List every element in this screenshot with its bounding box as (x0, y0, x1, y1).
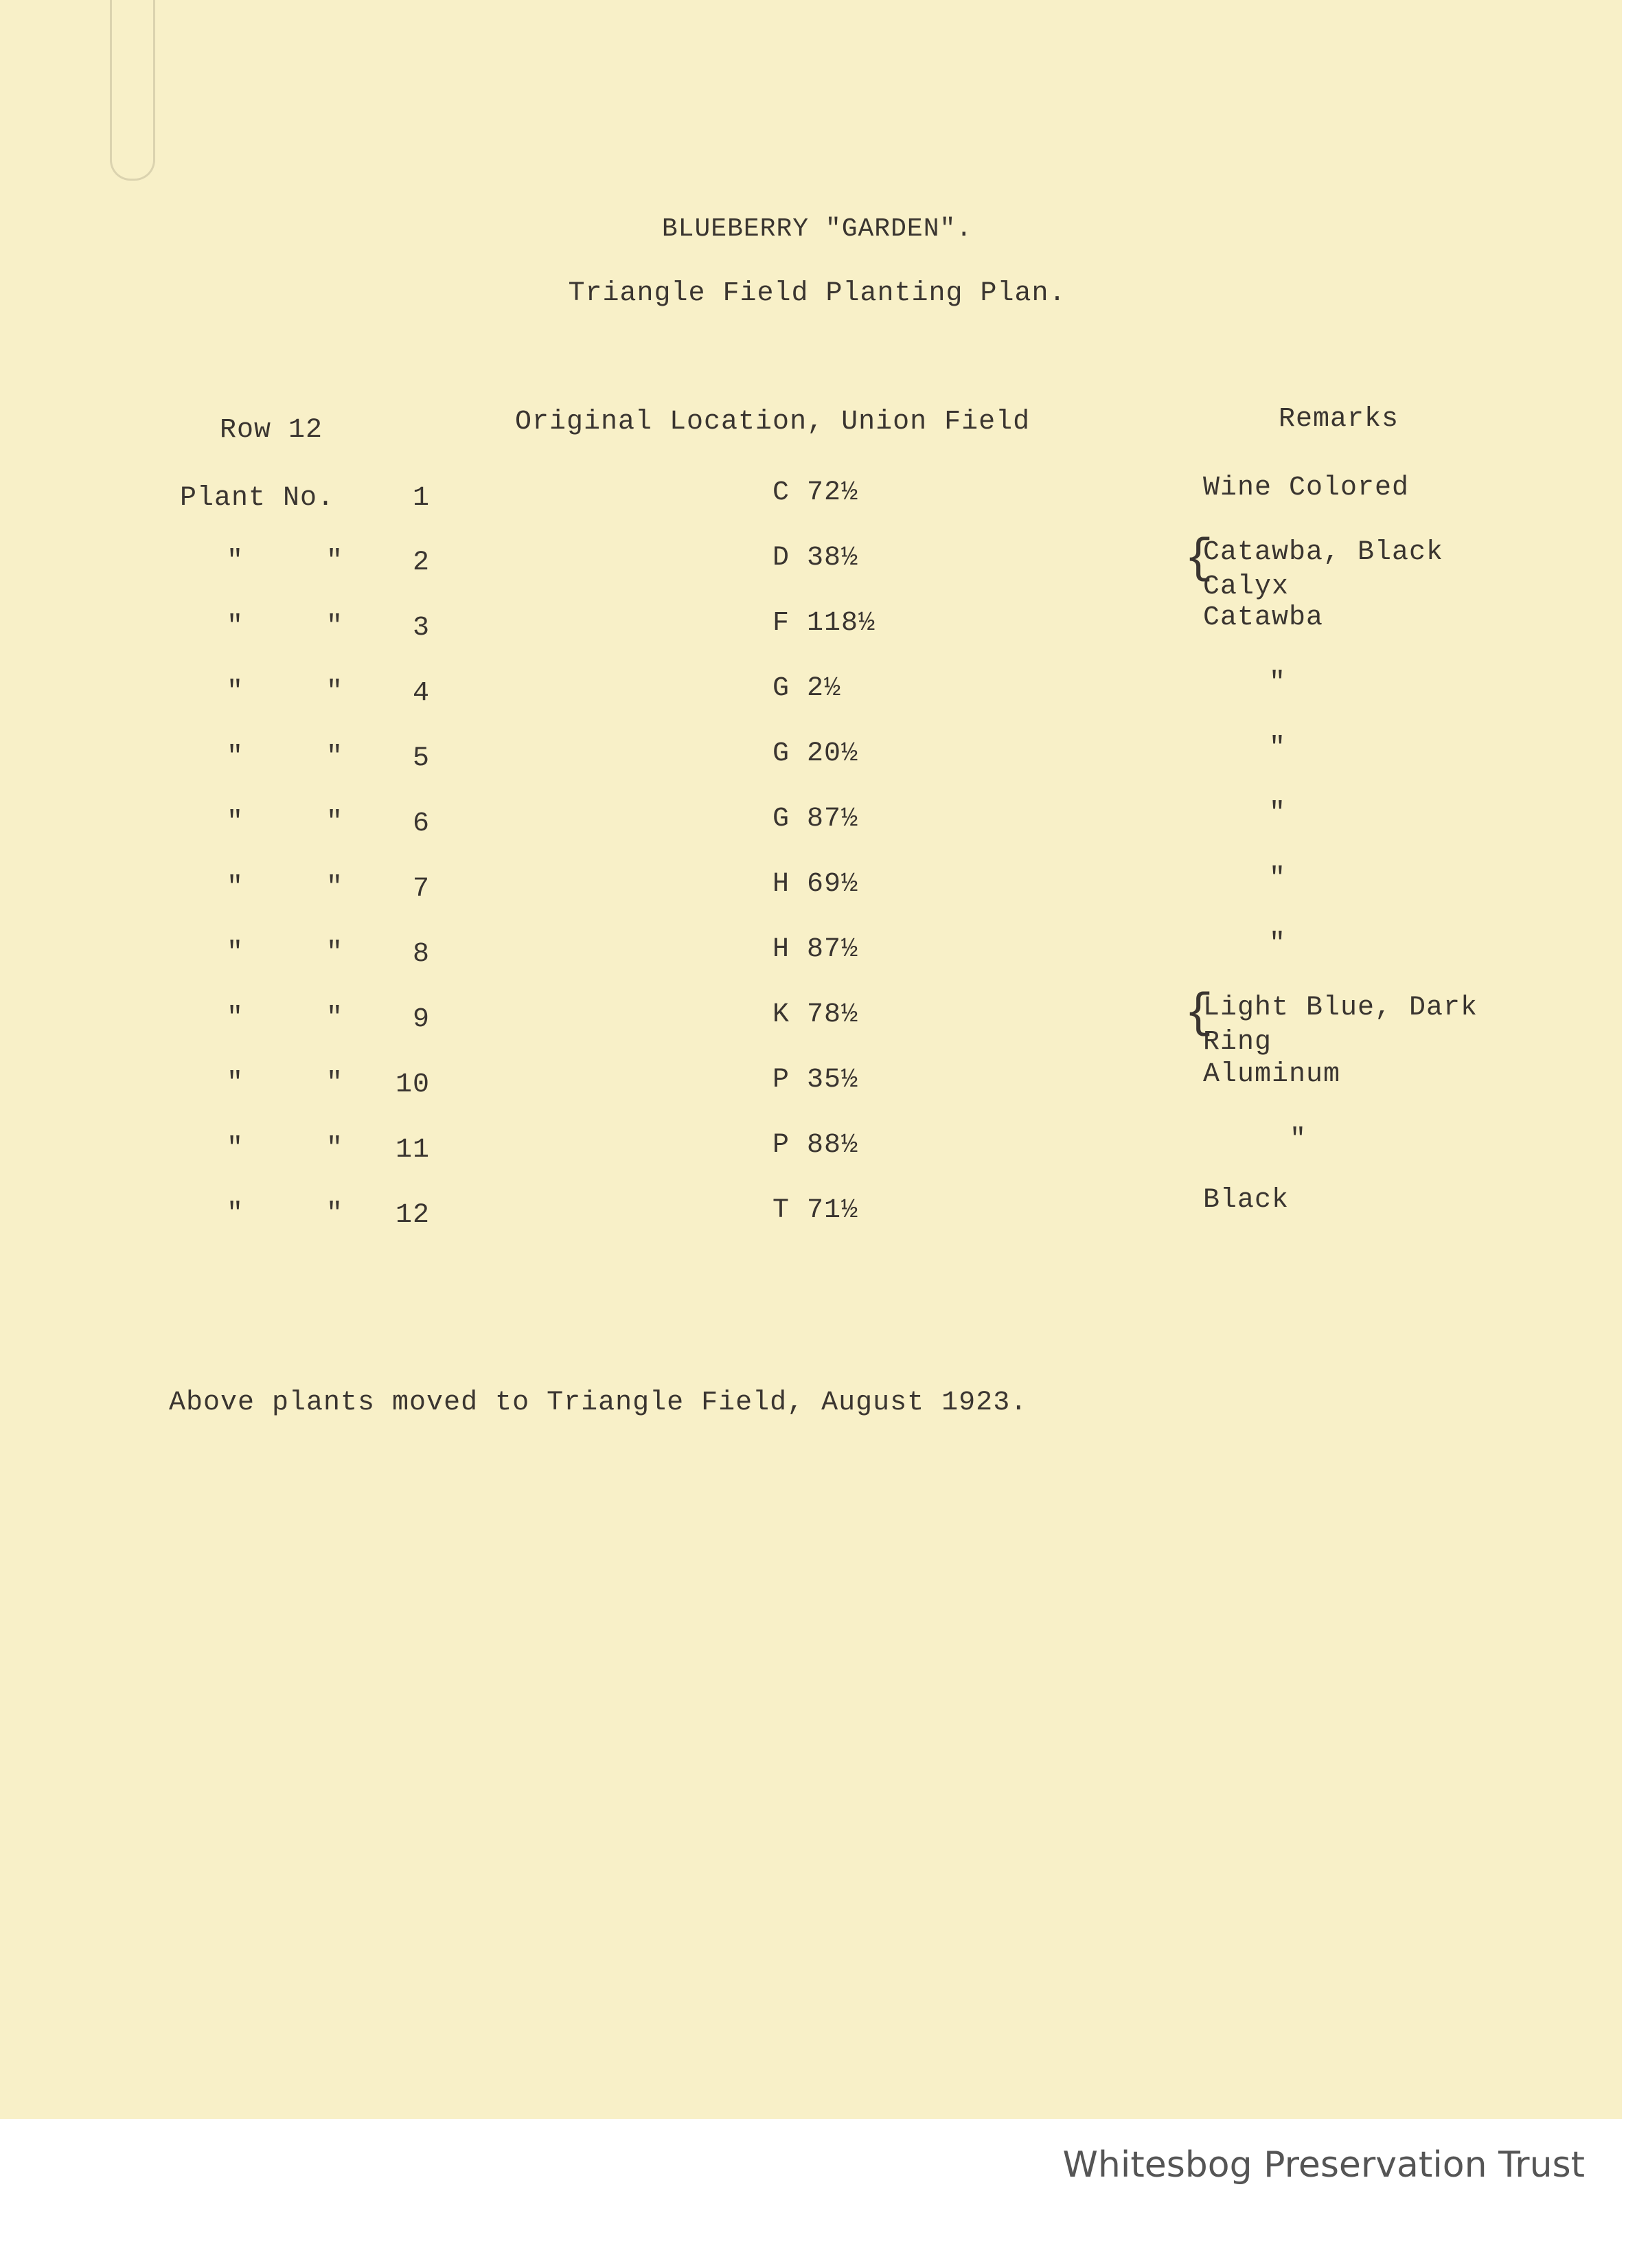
plant-number: 9 (412, 1004, 430, 1035)
ditto-mark: " (227, 742, 244, 773)
location-cell: H 87½ (772, 934, 859, 965)
plant-number: 11 (395, 1135, 430, 1166)
brace-mark: { (1184, 987, 1214, 1041)
ditto-mark: " (326, 1133, 344, 1164)
location-cell: C 72½ (772, 477, 859, 508)
paper-clip-mark (110, 0, 155, 181)
location-cell: F 118½ (772, 608, 876, 639)
credit-watermark: Whitesbog Preservation Trust (1062, 2144, 1585, 2186)
brace-mark: { (1184, 532, 1214, 587)
ditto-mark: " (326, 872, 344, 903)
plant-number: 5 (412, 743, 430, 774)
remark-cell: Aluminum (1203, 1059, 1341, 1090)
remark-cell-continued: Calyx (1203, 571, 1290, 602)
ditto-mark: " (227, 1003, 244, 1034)
location-cell: G 2½ (772, 673, 842, 704)
ditto-mark: " (227, 938, 244, 968)
header-remarks: Remarks (1279, 404, 1399, 435)
ditto-mark: " (227, 611, 244, 642)
document-subtitle: Triangle Field Planting Plan. (568, 278, 1066, 309)
ditto-mark: " (227, 807, 244, 838)
remark-cell: Catawba, Black (1203, 537, 1444, 568)
ditto-mark: " (227, 1199, 244, 1229)
ditto-mark: " (326, 611, 344, 642)
ditto-mark: " (326, 546, 344, 577)
remark-ditto: " (1269, 929, 1287, 960)
ditto-mark: " (227, 1133, 244, 1164)
remark-ditto: " (1269, 668, 1287, 699)
remark-cell: Light Blue, Dark (1203, 993, 1478, 1023)
remark-ditto: " (1290, 1124, 1307, 1155)
plant-number: 10 (395, 1069, 430, 1100)
location-cell: G 87½ (772, 804, 859, 835)
plant-number: 2 (412, 547, 430, 578)
plant-number: 4 (412, 678, 430, 709)
location-cell: P 88½ (772, 1130, 859, 1161)
location-cell: D 38½ (772, 543, 859, 574)
document-title: BLUEBERRY "GARDEN". (661, 214, 973, 244)
ditto-mark: " (326, 807, 344, 838)
ditto-mark: " (227, 1068, 244, 1099)
plant-number: 1 (412, 483, 430, 514)
header-location: Original Location, Union Field (515, 407, 1031, 438)
ditto-mark: " (227, 677, 244, 707)
ditto-mark: " (326, 1068, 344, 1099)
ditto-mark: " (326, 1003, 344, 1034)
location-cell: T 71½ (772, 1195, 859, 1226)
plant-number: 6 (412, 808, 430, 839)
remark-ditto: " (1269, 798, 1287, 829)
footer-note: Above plants moved to Triangle Field, August 1923. (169, 1387, 1028, 1418)
location-cell: G 20½ (772, 738, 859, 769)
remark-ditto: " (1269, 863, 1287, 894)
remark-cell: Catawba (1203, 602, 1324, 633)
remark-ditto: " (1269, 733, 1287, 764)
ditto-mark: " (227, 872, 244, 903)
plant-label: Plant No. (180, 483, 335, 514)
remark-cell: Black (1203, 1185, 1290, 1216)
location-cell: K 78½ (772, 999, 859, 1030)
location-cell: H 69½ (772, 869, 859, 900)
ditto-mark: " (326, 677, 344, 707)
remark-cell: Wine Colored (1203, 473, 1410, 503)
ditto-mark: " (227, 546, 244, 577)
plant-number: 3 (412, 613, 430, 644)
ditto-mark: " (326, 742, 344, 773)
ditto-mark: " (326, 938, 344, 968)
location-cell: P 35½ (772, 1065, 859, 1096)
plant-number: 8 (412, 939, 430, 970)
header-row: Row 12 (220, 415, 323, 446)
ditto-mark: " (326, 1199, 344, 1229)
remark-cell-continued: Ring (1203, 1027, 1272, 1058)
plant-number: 12 (395, 1200, 430, 1231)
plant-number: 7 (412, 874, 430, 905)
